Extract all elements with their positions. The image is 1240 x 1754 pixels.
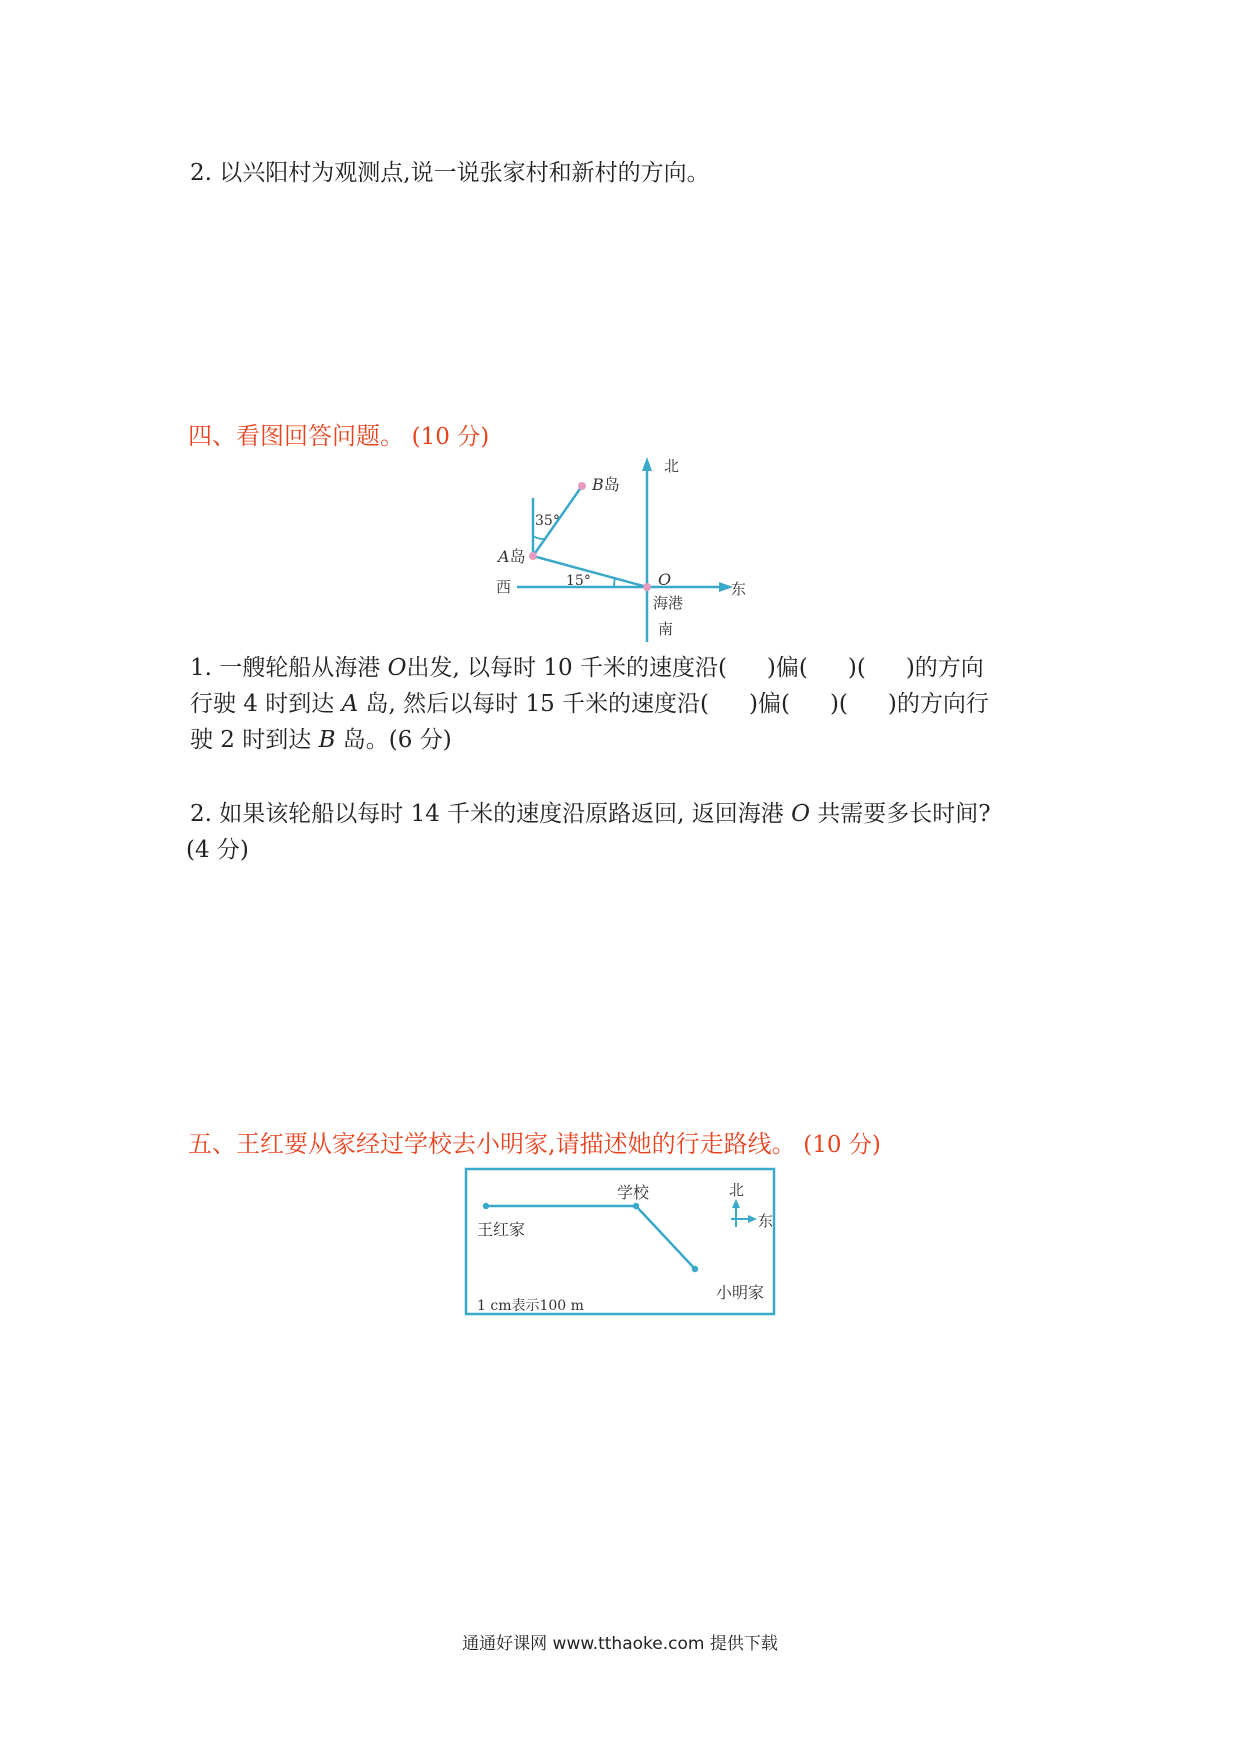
text: 1. 一艘轮船从海港 (190, 655, 388, 681)
label-west: 西 (496, 578, 512, 596)
section4-q1-line2 (190, 686, 989, 722)
text: 岛。(6 分) (335, 727, 452, 753)
var-o: O (791, 801, 810, 827)
map-label-east: 东 (758, 1212, 774, 1230)
text: )( (829, 691, 848, 717)
map-label-north: 北 (729, 1181, 745, 1199)
point-home (483, 1203, 489, 1209)
map-scale: 1 cm表示100 m (477, 1298, 584, 1314)
angle-arc-o (614, 578, 615, 587)
text: )偏( (749, 691, 790, 717)
map-label-school: 学校 (617, 1183, 650, 1202)
route-map (463, 1166, 777, 1317)
label-north: 北 (664, 457, 680, 475)
section4-heading-text: 四、看图回答问题。 (188, 422, 404, 450)
footer: 通通好课网 www.tthaoke.com 提供下载 (462, 1634, 778, 1654)
direction-diagram (480, 446, 760, 642)
label-harbor: 海港 (653, 594, 684, 612)
section5-heading (188, 1124, 881, 1159)
text: )偏( (766, 655, 808, 681)
section4-heading (188, 416, 489, 451)
text: 行驶 4 时到达 (190, 691, 342, 717)
section4-q2-line1 (190, 796, 991, 832)
point-b (578, 482, 586, 490)
var-a: A (341, 691, 359, 717)
text: )( (847, 655, 866, 681)
label-angle-a: 35° (535, 513, 560, 529)
label-angle-o: 15° (566, 573, 591, 589)
point-destination (692, 1266, 698, 1272)
text: 岛, 然后以每时 15 千米的速度沿( (358, 691, 709, 717)
point-o (643, 583, 651, 591)
text: 驶 2 时到达 (190, 727, 319, 753)
text: 出发, 以每时 10 千米的速度沿( (406, 655, 727, 681)
section5-heading-text: 五、王红要从家经过学校去小明家,请描述她的行走路线。 (188, 1130, 796, 1158)
section5-score: (10 分) (803, 1132, 881, 1158)
label-origin: O (658, 570, 672, 589)
var-o: O (387, 655, 407, 681)
label-island-a: A岛 (498, 547, 526, 566)
label-island-b: B岛 (592, 475, 620, 494)
north-arrow-icon (642, 457, 652, 471)
point-school (633, 1203, 639, 1209)
text: 2. 如果该轮船以每时 14 千米的速度沿原路返回, 返回海港 (190, 801, 792, 827)
point-a (529, 552, 537, 560)
map-label-destination: 小明家 (716, 1283, 765, 1302)
section4-q1-line1 (190, 650, 984, 686)
section4-score: (10 分) (411, 424, 490, 450)
var-b: B (318, 727, 336, 753)
section3-question-2: 2. 以兴阳村为观测点,说一说张家村和新村的方向。 (190, 160, 710, 186)
section4-q2-line2: (4 分) (186, 837, 249, 863)
map-label-home: 王红家 (477, 1220, 526, 1239)
text: )的方向 (905, 655, 984, 681)
text: 共需要多长时间? (809, 801, 991, 827)
label-east: 东 (731, 580, 747, 598)
label-south: 南 (658, 620, 674, 638)
section4-q1-line3 (190, 722, 452, 758)
angle-arc-a (533, 536, 544, 539)
text: )的方向行 (887, 691, 989, 717)
